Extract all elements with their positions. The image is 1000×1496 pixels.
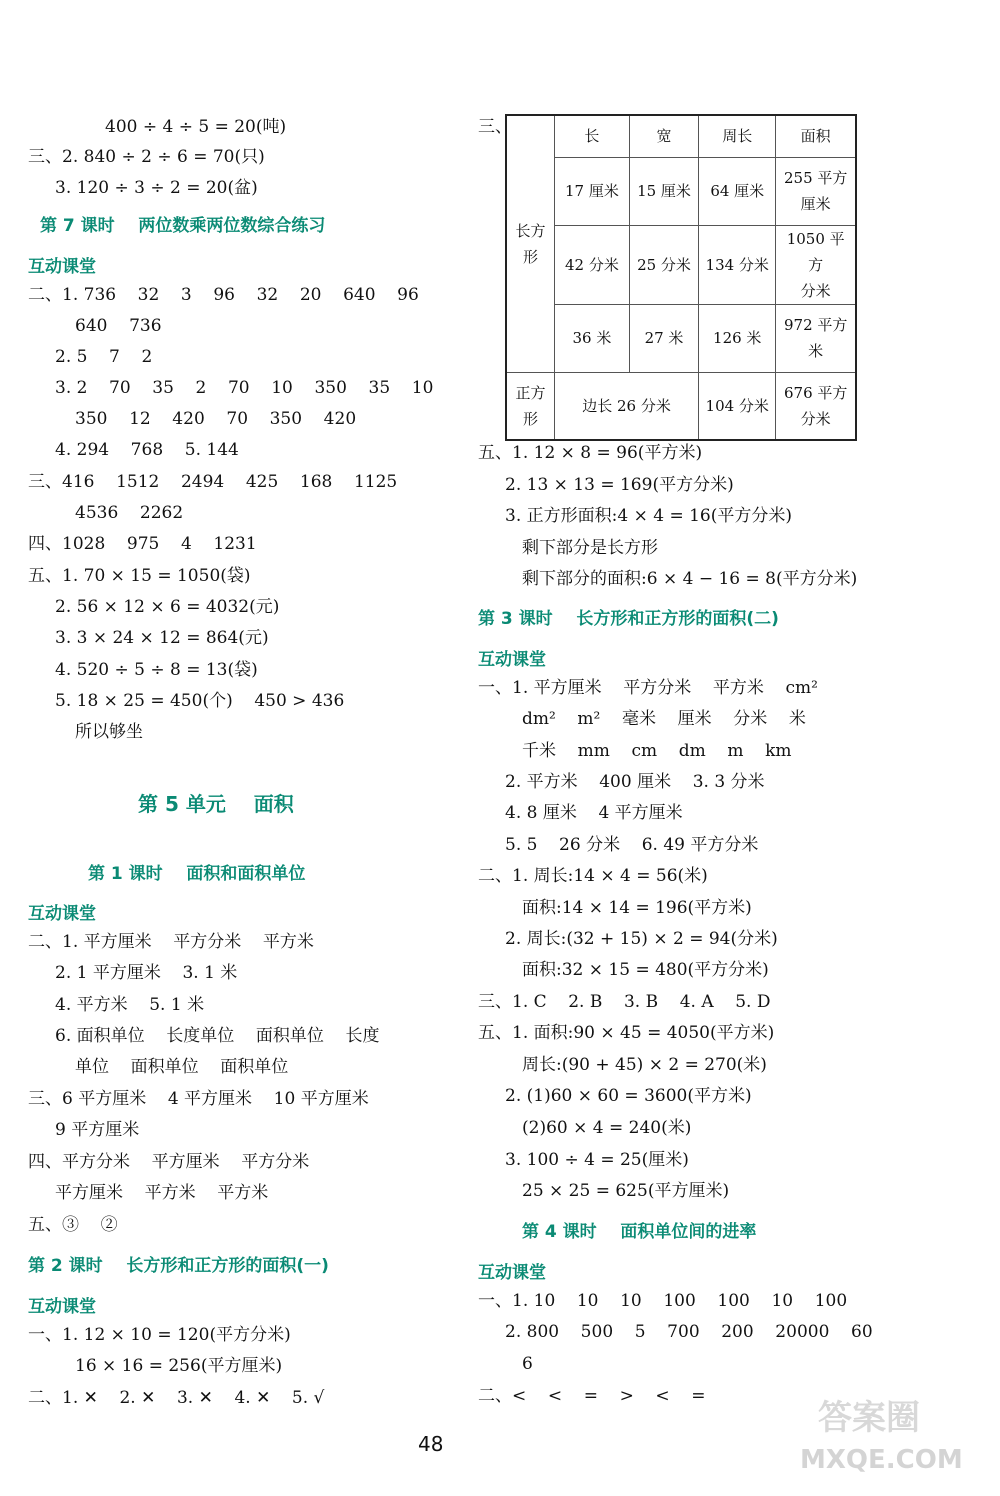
answer-line: 三、2. 840 ÷ 2 ÷ 6 = 70(只)	[28, 147, 265, 167]
answer-line: 二、1. 736 32 3 96 32 20 640 96	[28, 285, 419, 305]
answer-line: 400 ÷ 4 ÷ 5 = 20(吨)	[105, 117, 287, 137]
answer-line: 3. 100 ÷ 4 = 25(厘米)	[505, 1150, 689, 1170]
answer-line: 五、1. 70 × 15 = 1050(袋)	[28, 566, 251, 586]
cell-text: 972 平方	[783, 316, 848, 334]
answer-line: 2. 平方米 400 厘米 3. 3 分米	[505, 772, 765, 792]
answer-line: 面积:32 × 15 = 480(平方分米)	[522, 960, 769, 980]
unit-title: 第 5 单元 面积	[138, 792, 294, 816]
section-heading: 互动课堂	[478, 1263, 546, 1283]
table-cell: 27 米	[629, 304, 698, 372]
table-cell: 17 厘米	[554, 157, 629, 225]
answer-line: (2)60 × 4 = 240(米)	[522, 1118, 692, 1138]
table-cell	[776, 304, 856, 372]
section-heading: 互动课堂	[28, 257, 96, 277]
answer-line: 6	[522, 1354, 533, 1374]
answer-line: 4. 平方米 5. 1 米	[55, 995, 205, 1015]
answer-line: 周长:(90 + 45) × 2 = 270(米)	[522, 1055, 767, 1075]
answer-line: dm² m² 毫米 厘米 分米 米	[522, 709, 806, 729]
section-heading: 互动课堂	[478, 650, 546, 670]
lesson-heading: 第 1 课时 面积和面积单位	[88, 864, 306, 884]
answer-line: 3. 120 ÷ 3 ÷ 2 = 20(盆)	[55, 178, 258, 198]
table-cell: 36 米	[554, 304, 629, 372]
answer-line: 6. 面积单位 长度单位 面积单位 长度	[55, 1026, 380, 1046]
answer-line: 2. (1)60 × 60 = 3600(平方米)	[505, 1086, 752, 1106]
cell-text: 厘米	[800, 195, 831, 213]
answer-line: 2. 周长:(32 + 15) × 2 = 94(分米)	[505, 929, 778, 949]
cell-text: 255 平方	[783, 169, 848, 187]
answer-line: 4536 2262	[75, 503, 184, 523]
answer-line: 面积:14 × 14 = 196(平方米)	[522, 898, 752, 918]
answer-line: 2. 56 × 12 × 6 = 4032(元)	[55, 597, 280, 617]
answer-line: 千米 mm cm dm m km	[522, 741, 792, 761]
answer-line: 四、1028 975 4 1231	[28, 534, 257, 554]
answer-line: 16 × 16 = 256(平方厘米)	[75, 1356, 283, 1376]
answer-line: 剩下部分的面积:6 × 4 − 16 = 8(平方分米)	[522, 569, 858, 589]
answer-line: 二、1. 周长:14 × 4 = 56(米)	[478, 866, 708, 886]
area-table	[505, 114, 857, 441]
table-header: 长	[554, 115, 629, 157]
answer-line: 2. 5 7 2	[55, 347, 153, 367]
cell-text: 分米	[800, 281, 831, 300]
watermark-url: MXQE.COM	[800, 1445, 963, 1475]
answer-line: 五、1. 12 × 8 = 96(平方米)	[478, 443, 703, 463]
answer-line: 3. 3 × 24 × 12 = 864(元)	[55, 628, 269, 648]
answer-line: 一、1. 10 10 10 100 100 10 100	[478, 1291, 848, 1311]
table-cell: 126 米	[699, 304, 776, 372]
lesson-heading: 第 7 课时 两位数乘两位数综合练习	[40, 216, 326, 236]
answer-line: 所以够坐	[75, 722, 143, 742]
answer-line: 4. 8 厘米 4 平方厘米	[505, 803, 683, 823]
table-prefix: 三、	[478, 117, 512, 137]
answer-line: 三、416 1512 2494 425 168 1125	[28, 472, 398, 492]
group-label-rectangle: 长方形	[506, 115, 554, 372]
cell-text: 分米	[800, 409, 831, 428]
answer-line: 一、1. 12 × 10 = 120(平方分米)	[28, 1325, 291, 1345]
table-cell: 104 分米	[699, 372, 776, 440]
cell-text: 1050 平方	[786, 229, 845, 274]
table-cell	[776, 372, 856, 440]
answer-line: 4. 294 768 5. 144	[55, 440, 239, 460]
table-header: 宽	[629, 115, 698, 157]
answer-line: 640 736	[75, 316, 162, 336]
answer-line: 25 × 25 = 625(平方厘米)	[522, 1181, 730, 1201]
section-heading: 互动课堂	[28, 904, 96, 924]
answer-line: 350 12 420 70 350 420	[75, 409, 357, 429]
answer-line: 3. 2 70 35 2 70 10 350 35 10	[55, 378, 434, 398]
answer-line: 5. 18 × 25 = 450(个) 450 > 436	[55, 691, 345, 711]
answer-line: 2. 13 × 13 = 169(平方分米)	[505, 475, 734, 495]
page-number: 48	[418, 1432, 444, 1456]
watermark-logo: 答案圈	[818, 1398, 920, 1438]
table-cell: 64 厘米	[699, 157, 776, 225]
cell-text: 米	[808, 342, 824, 360]
answer-line: 二、1. ✕ 2. ✕ 3. ✕ 4. ✕ 5. √	[28, 1388, 325, 1408]
table-cell: 42 分米	[554, 225, 629, 304]
group-label-square: 正方形	[506, 372, 554, 440]
answer-line: 二、< < = > < =	[478, 1386, 706, 1406]
table-cell	[776, 157, 856, 225]
answer-line: 剩下部分是长方形	[522, 538, 658, 558]
cell-text: 676 平方	[783, 383, 848, 402]
answer-line: 5. 5 26 分米 6. 49 平方分米	[505, 835, 759, 855]
table-header: 周长	[699, 115, 776, 157]
table-cell: 25 分米	[629, 225, 698, 304]
answer-line: 平方厘米 平方米 平方米	[55, 1183, 269, 1203]
answer-line: 单位 面积单位 面积单位	[75, 1057, 289, 1077]
lesson-heading: 第 4 课时 面积单位间的进率	[522, 1222, 757, 1242]
answer-line: 五、1. 面积:90 × 45 = 4050(平方米)	[478, 1023, 775, 1043]
table-cell: 边长 26 分米	[554, 372, 698, 440]
section-heading: 互动课堂	[28, 1297, 96, 1317]
table-cell: 134 分米	[699, 225, 776, 304]
answer-line: 3. 正方形面积:4 × 4 = 16(平方分米)	[505, 506, 792, 526]
table-header: 面积	[776, 115, 856, 157]
answer-line: 三、6 平方厘米 4 平方厘米 10 平方厘米	[28, 1089, 369, 1109]
answer-line: 三、1. C 2. B 3. B 4. A 5. D	[478, 992, 771, 1012]
table-cell: 15 厘米	[629, 157, 698, 225]
answer-line: 2. 800 500 5 700 200 20000 60	[505, 1322, 873, 1342]
lesson-heading: 第 2 课时 长方形和正方形的面积(一)	[28, 1256, 329, 1276]
table-cell	[776, 225, 856, 304]
answer-line: 四、平方分米 平方厘米 平方分米	[28, 1152, 310, 1172]
answer-line: 4. 520 ÷ 5 ÷ 8 = 13(袋)	[55, 660, 258, 680]
answer-line: 2. 1 平方厘米 3. 1 米	[55, 963, 238, 983]
answer-line: 一、1. 平方厘米 平方分米 平方米 cm²	[478, 678, 818, 698]
answer-line: 二、1. 平方厘米 平方分米 平方米	[28, 932, 314, 952]
answer-line: 9 平方厘米	[55, 1120, 140, 1140]
answer-line: 五、③ ②	[28, 1215, 118, 1235]
lesson-heading: 第 3 课时 长方形和正方形的面积(二)	[478, 609, 779, 629]
